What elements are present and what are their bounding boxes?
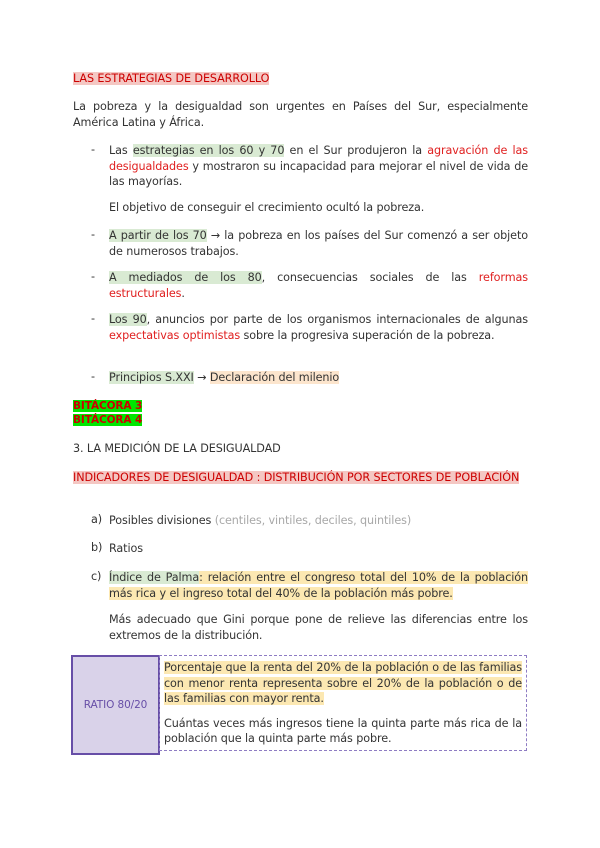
list-marker: b) xyxy=(91,541,103,554)
list-item-a: Posibles divisiones (centiles, vintiles, deciles, quintiles) xyxy=(109,514,412,527)
list-item-c: Índice de Palma: relación entre el congreso total del 10% de la población más rica y el ingreso total del 40% de la población más pobre. xyxy=(109,571,528,600)
list-item-b: Ratios xyxy=(109,542,143,555)
section-3-heading: 3. LA MEDICIÓN DE LA DESIGUALDAD xyxy=(73,442,281,455)
list-marker: a) xyxy=(91,513,103,526)
bullet-dash: - xyxy=(91,270,95,283)
palma-note: Más adecuado que Gini porque pone de relieve las diferencias entre los extremos de la distribución. xyxy=(109,613,528,642)
bullet-dash: - xyxy=(91,312,95,325)
ratio-explanation: Cuántas veces más ingresos tiene la quinta parte más rica de la población que la quinta parte más pobre. xyxy=(164,716,522,745)
bitacora-label: BITÁCORA 4 xyxy=(73,414,143,426)
list-item: A mediados de los 80, consecuencias sociales de las reformas estructurales. xyxy=(109,271,528,300)
list-item: Los 90, anuncios por parte de los organismos internacionales de algunas expectativas optimistas sobre la progresiva superación de la pobreza. xyxy=(109,313,529,342)
list-item: A partir de los 70 → la pobreza en los países del Sur comenzó a ser objeto de numerosos trabajos. xyxy=(109,229,528,258)
section-heading: LAS ESTRATEGIAS DE DESARROLLO xyxy=(73,72,270,85)
indicators-heading: INDICADORES DE DESIGUALDAD : DISTRIBUCIÓN POR SECTORES DE POBLACIÓN xyxy=(73,471,520,484)
bullet-dash: - xyxy=(91,143,95,156)
objective-note: El objetivo de conseguir el crecimiento ocultó la pobreza. xyxy=(109,201,425,214)
list-item: Las estrategias en los 60 y 70 en el Sur produjeron la agravación de las desigualdades y mostraron su incapacidad para mejorar el nivel de vida de las mayorías. xyxy=(109,144,528,188)
ratio-label: RATIO 80/20 xyxy=(83,699,148,711)
ratio-label-cell xyxy=(71,655,160,755)
ratio-definition: Porcentaje que la renta del 20% de la población o de las familias con menor renta representa sobre el 20% de la población o de las familias con mayor renta. xyxy=(164,661,522,705)
bullet-dash: - xyxy=(91,228,95,241)
bitacora-label: BITÁCORA 3 xyxy=(73,400,143,412)
list-marker: c) xyxy=(91,570,102,583)
bullet-dash: - xyxy=(91,370,95,383)
ratio-definition-cell xyxy=(159,655,527,751)
intro-paragraph: La pobreza y la desigualdad son urgentes en Países del Sur, especialmente América Latina y África. xyxy=(73,100,528,129)
list-item: Principios S.XXI → Declaración del milenio xyxy=(109,371,340,384)
